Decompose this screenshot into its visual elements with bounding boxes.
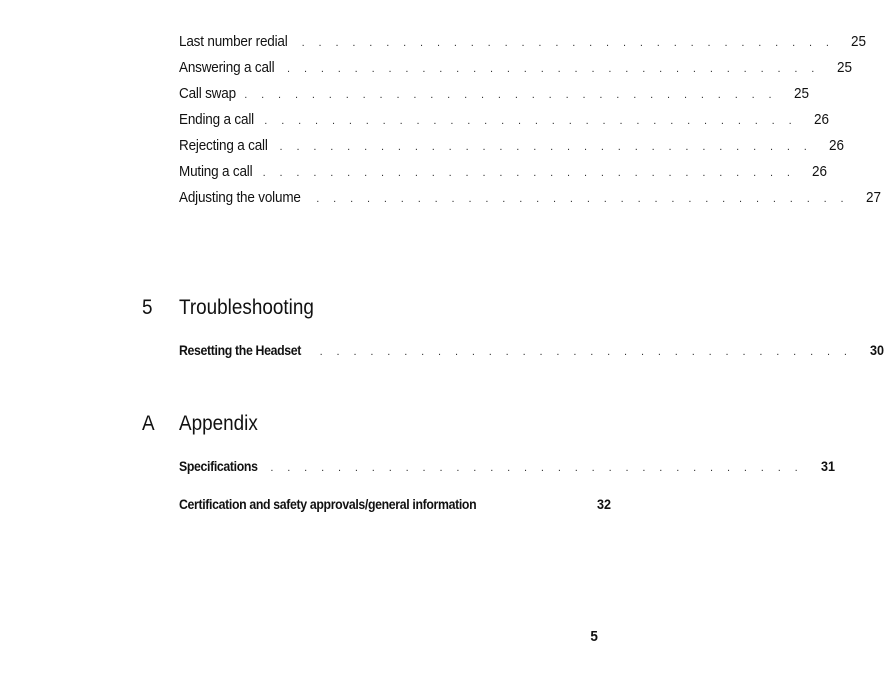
toc-entry-specifications[interactable]: [179, 458, 836, 478]
chapter-heading-troubleshooting[interactable]: [0, 296, 680, 326]
dot-leader: . . . . . . . . . . . . . . . . . . . . . . . . . . . . . . . .: [270, 462, 804, 474]
toc-entry-rejecting-a-call[interactable]: [179, 137, 845, 157]
page-number: 5: [590, 628, 598, 645]
toc-entry-muting-a-call[interactable]: [179, 163, 828, 183]
toc-entry-page: 30: [870, 342, 884, 358]
toc-entry-title: Ending a call: [179, 111, 254, 128]
toc-entry-page: 27: [865, 189, 881, 206]
toc-entry-page: 32: [596, 496, 611, 512]
chapter-title: Troubleshooting: [179, 296, 314, 319]
chapter-number: 5: [142, 296, 153, 319]
toc-entry-title: Resetting the Headset: [179, 342, 302, 358]
toc-entry-answering-a-call[interactable]: [179, 59, 852, 79]
chapter-heading-appendix[interactable]: [0, 412, 680, 442]
chapter-title: Appendix: [179, 412, 258, 435]
dot-leader: . . . . . . . . . . . . . . . . . . . . . . . . . . . . . . . .: [244, 89, 777, 101]
toc-entry-ending-a-call[interactable]: [179, 111, 830, 131]
toc-entry-page: 31: [821, 458, 836, 474]
toc-entry-title: Certification and safety approvals/general information: [179, 496, 477, 512]
dot-leader: . . . . . . . . . . . . . . . . . . . . . . . . . . . . . . . .: [262, 167, 796, 179]
toc-entry-adjusting-the-volume[interactable]: [179, 189, 881, 209]
toc-entry-resetting-the-headset[interactable]: [179, 342, 884, 362]
toc-entry-last-number-redial[interactable]: [179, 33, 867, 53]
toc-entry-page: 26: [814, 111, 830, 128]
dot-leader: . . . . . . . . . . . . . . . . . . . . . . . . . . . . . . . .: [316, 193, 849, 205]
toc-entry-page: 25: [793, 85, 809, 102]
toc-entry-call-swap[interactable]: [179, 85, 809, 105]
toc-entry-page: 26: [829, 137, 845, 154]
toc-entry-title: Specifications: [179, 458, 258, 474]
toc-entry-page: 25: [851, 33, 867, 50]
toc-entry-title: Adjusting the volume: [179, 189, 301, 206]
toc-entry-page: 26: [812, 163, 828, 180]
toc-entry-title: Last number redial: [179, 33, 288, 50]
toc-entry-page: 25: [836, 59, 852, 76]
dot-leader: . . . . . . . . . . . . . . . . . . . . . . . . . . . . . . . .: [319, 346, 853, 358]
dot-leader: . . . . . . . . . . . . . . . . . . . . . . . . . . . . . . . .: [301, 37, 835, 49]
dot-leader: . . . . . . . . . . . . . . . . . . . . . . . . . . . . . . . .: [264, 115, 798, 127]
toc-entry-title: Answering a call: [179, 59, 275, 76]
dot-leader: . . . . . . . . . . . . . . . . . . . . . . . . . . . . . . . .: [279, 141, 813, 153]
chapter-number: A: [142, 412, 155, 435]
dot-leader: . . . . . . . . . . . . . . . . . . . . . . . . . . . . . . . .: [287, 63, 820, 75]
toc-entry-title: Muting a call: [179, 163, 253, 180]
toc-entry-title: Call swap: [179, 85, 236, 102]
toc-entry-title: Rejecting a call: [179, 137, 268, 154]
toc-entry-certification-and-safety[interactable]: [179, 496, 611, 516]
